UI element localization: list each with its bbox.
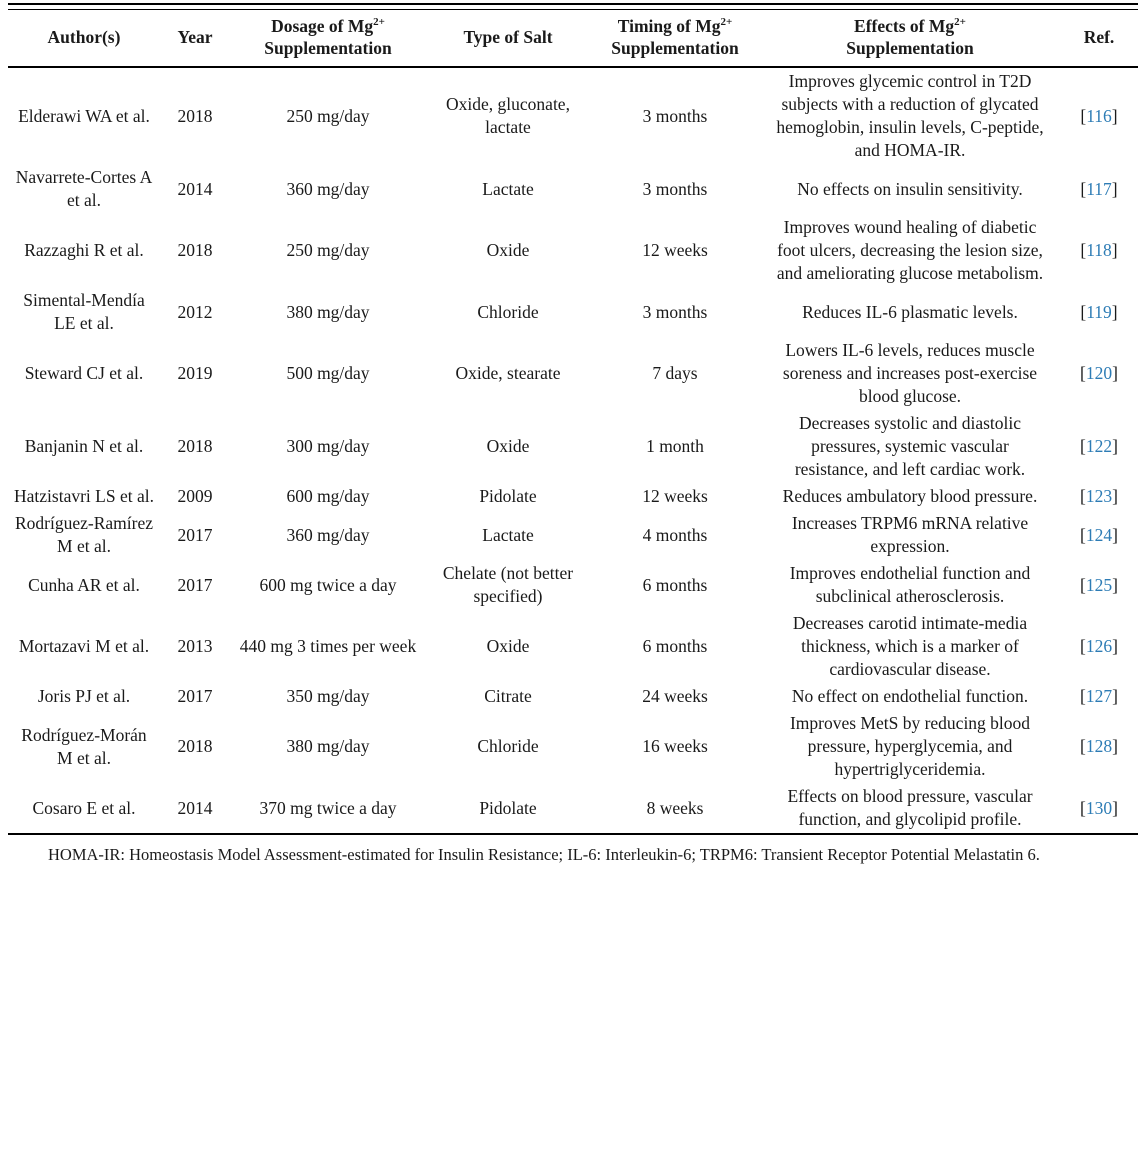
ref-cell: [127] bbox=[1080, 686, 1118, 706]
timing-cell: 24 weeks bbox=[642, 686, 708, 706]
dosage-cell: 370 mg twice a day bbox=[230, 783, 426, 834]
ref-cell: [124] bbox=[1080, 524, 1118, 545]
year-cell: 2019 bbox=[177, 363, 213, 383]
column-header-salt: Type of Salt bbox=[426, 10, 590, 67]
ref-link[interactable]: 122 bbox=[1085, 436, 1113, 456]
table-header-row bbox=[8, 10, 1138, 67]
superscript: 2+ bbox=[373, 16, 385, 29]
salt-cell: Pidolate bbox=[479, 486, 537, 506]
year-cell: 2017 bbox=[177, 574, 213, 595]
timing-cell: 8 weeks bbox=[590, 783, 760, 834]
table-body bbox=[8, 67, 1138, 834]
timing-cell: 12 weeks bbox=[642, 240, 708, 260]
salt-cell: Chloride bbox=[477, 301, 539, 322]
study-row bbox=[8, 287, 1138, 337]
authors-cell: Rodríguez-Ramírez M et al. bbox=[14, 513, 153, 556]
study-row bbox=[8, 710, 1138, 783]
authors-cell: Navarrete-Cortes A et al. bbox=[15, 167, 153, 210]
dosage-cell: 300 mg/day bbox=[286, 436, 370, 456]
column-header-ref: Ref. bbox=[1060, 10, 1138, 67]
ref-link[interactable]: 120 bbox=[1085, 363, 1113, 383]
column-header-timing: Timing of $Mg^{2+}$ Supplementation bbox=[590, 10, 760, 67]
dosage-cell: 380 mg/day bbox=[286, 736, 370, 756]
ref-cell: [125] bbox=[1080, 574, 1118, 595]
effects-cell: Lowers IL-6 levels, reduces muscle soreness and increases post-exercise blood glucose. bbox=[782, 340, 1038, 406]
timing-cell: 7 days bbox=[652, 363, 698, 383]
superscript: 2+ bbox=[720, 16, 733, 29]
authors-cell: Cosaro E et al. bbox=[8, 783, 160, 834]
effects-cell: Decreases systolic and diastolic pressures, systemic vascular resistance, and left cardiac work. bbox=[794, 413, 1026, 479]
dosage-cell: 600 mg twice a day bbox=[259, 574, 397, 595]
ref-link[interactable]: 118 bbox=[1086, 240, 1112, 260]
study-row bbox=[8, 783, 1138, 834]
authors-cell: Cunha AR et al. bbox=[28, 574, 140, 595]
table-top-rule-outer bbox=[8, 3, 1138, 5]
authors-cell: Elderawi WA et al. bbox=[18, 105, 150, 126]
ref-link[interactable]: 127 bbox=[1085, 686, 1113, 706]
ref-link[interactable]: 116 bbox=[1086, 105, 1112, 126]
effects-cell: No effects on insulin sensitivity. bbox=[797, 178, 1023, 199]
salt-cell: Chloride bbox=[477, 736, 539, 756]
salt-cell: Oxide, stearate bbox=[455, 363, 561, 383]
effects-cell: Reduces ambulatory blood pressure. bbox=[782, 486, 1038, 506]
authors-cell: Rodríguez-Morán M et al. bbox=[21, 724, 147, 768]
salt-cell: Oxide, gluconate, lactate bbox=[446, 94, 570, 137]
dosage-cell: 250 mg/day bbox=[286, 240, 370, 260]
effects-cell: Increases TRPM6 mRNA relative expression. bbox=[791, 513, 1029, 556]
ref-link[interactable]: 130 bbox=[1085, 797, 1113, 818]
authors-cell: Simental-Mendía LE et al. bbox=[23, 290, 145, 333]
ref-cell: [116] bbox=[1080, 105, 1118, 126]
salt-cell: Oxide bbox=[486, 436, 530, 456]
year-cell: 2014 bbox=[160, 783, 230, 834]
salt-cell: Oxide bbox=[486, 636, 530, 656]
study-row bbox=[8, 610, 1138, 683]
mg-supplementation-studies-table bbox=[8, 10, 1138, 835]
timing-cell: 3 months bbox=[642, 178, 708, 199]
study-row bbox=[8, 510, 1138, 560]
dosage-cell: 600 mg/day bbox=[286, 486, 370, 506]
ref-cell: [119] bbox=[1080, 301, 1118, 322]
study-row bbox=[8, 164, 1138, 214]
effects-cell: Improves wound healing of diabetic foot ulcers, decreasing the lesion size, and ameliorating glucose metabolism. bbox=[776, 217, 1044, 283]
ref-cell: [130] bbox=[1060, 783, 1138, 834]
authors-cell: Steward CJ et al. bbox=[24, 363, 144, 383]
ref-link[interactable]: 119 bbox=[1086, 301, 1112, 322]
ref-cell: [118] bbox=[1080, 240, 1118, 260]
ref-link[interactable]: 128 bbox=[1085, 736, 1113, 756]
year-cell: 2017 bbox=[177, 686, 213, 706]
authors-cell: Razzaghi R et al. bbox=[24, 240, 144, 260]
ref-cell: [126] bbox=[1080, 636, 1118, 656]
ref-cell: [128] bbox=[1080, 736, 1118, 756]
table-footnote: HOMA-IR: Homeostasis Model Assessment-estimated for Insulin Resistance; IL-6: Interleukin-6; TRPM6: Transient Receptor Potential Melastatin 6. bbox=[48, 845, 1040, 864]
ref-cell: [122] bbox=[1080, 436, 1118, 456]
study-row bbox=[8, 410, 1138, 483]
ref-cell: [117] bbox=[1080, 178, 1118, 199]
year-cell: 2018 bbox=[177, 240, 213, 260]
ref-cell: [123] bbox=[1080, 486, 1118, 506]
dosage-cell: 500 mg/day bbox=[286, 363, 370, 383]
year-cell: 2018 bbox=[177, 105, 213, 126]
study-row bbox=[8, 560, 1138, 610]
column-header-authors: Author(s) bbox=[8, 10, 160, 67]
authors-cell: Banjanin N et al. bbox=[24, 436, 144, 456]
timing-cell: 3 months bbox=[642, 105, 708, 126]
column-header-effects: Effects of $Mg^{2+}$ Supplementation bbox=[760, 10, 1060, 67]
effects-cell: Decreases carotid intimate-media thickness, which is a marker of cardiovascular disease. bbox=[792, 613, 1028, 679]
salt-cell: Pidolate bbox=[426, 783, 590, 834]
ref-link[interactable]: 125 bbox=[1085, 574, 1113, 595]
ref-link[interactable]: 123 bbox=[1085, 486, 1113, 506]
study-row bbox=[8, 483, 1138, 510]
superscript: 2+ bbox=[954, 16, 966, 29]
salt-cell: Lactate bbox=[482, 524, 534, 545]
salt-cell: Lactate bbox=[482, 178, 534, 199]
timing-cell: 3 months bbox=[642, 301, 708, 322]
year-cell: 2018 bbox=[177, 736, 213, 756]
salt-cell: Citrate bbox=[484, 686, 532, 706]
dosage-cell: 250 mg/day bbox=[286, 105, 370, 126]
year-cell: 2017 bbox=[177, 524, 213, 545]
dosage-cell: 440 mg 3 times per week bbox=[239, 636, 417, 656]
ref-cell: [120] bbox=[1080, 363, 1118, 383]
effects-cell: Improves glycemic control in T2D subjects with a reduction of glycated hemoglobin, insulin levels, C-peptide, and HOMA-IR. bbox=[776, 71, 1044, 160]
effects-cell: Improves MetS by reducing blood pressure, hyperglycemia, and hypertriglyceridemia. bbox=[789, 713, 1031, 779]
dosage-cell: 360 mg/day bbox=[286, 178, 370, 199]
year-cell: 2013 bbox=[177, 636, 213, 656]
authors-cell: Hatzistavri LS et al. bbox=[14, 486, 154, 506]
dosage-cell: 380 mg/day bbox=[286, 301, 370, 322]
effects-cell: Effects on blood pressure, vascular function, and glycolipid profile. bbox=[760, 783, 1060, 834]
authors-cell: Mortazavi M et al. bbox=[18, 636, 150, 656]
dosage-cell: 360 mg/day bbox=[286, 524, 370, 545]
column-header-year: Year bbox=[160, 10, 230, 67]
year-cell: 2018 bbox=[177, 436, 213, 456]
year-cell: 2014 bbox=[177, 178, 213, 199]
year-cell: 2012 bbox=[177, 301, 213, 322]
effects-cell: Reduces IL-6 plasmatic levels. bbox=[802, 301, 1018, 322]
timing-cell: 6 months bbox=[642, 574, 708, 595]
timing-cell: 6 months bbox=[642, 636, 708, 656]
timing-cell: 16 weeks bbox=[642, 736, 708, 756]
study-row bbox=[8, 683, 1138, 710]
study-row bbox=[8, 337, 1138, 410]
ref-link[interactable]: 117 bbox=[1086, 178, 1112, 199]
effects-cell: Improves endothelial function and subclinical atherosclerosis. bbox=[789, 563, 1031, 606]
authors-cell: Joris PJ et al. bbox=[37, 686, 131, 706]
study-row bbox=[8, 214, 1138, 287]
study-row bbox=[8, 67, 1138, 164]
year-cell: 2009 bbox=[177, 486, 213, 506]
salt-cell: Oxide bbox=[486, 240, 530, 260]
timing-cell: 1 month bbox=[646, 436, 704, 456]
salt-cell: Chelate (not better specified) bbox=[442, 563, 574, 606]
column-header-dosage: Dosage of $Mg^{2+}$ Supplementation bbox=[230, 10, 426, 67]
ref-link[interactable]: 124 bbox=[1085, 524, 1113, 545]
ref-link[interactable]: 126 bbox=[1085, 636, 1113, 656]
effects-cell: No effect on endothelial function. bbox=[791, 686, 1029, 706]
timing-cell: 4 months bbox=[642, 524, 708, 545]
timing-cell: 12 weeks bbox=[642, 486, 708, 506]
dosage-cell: 350 mg/day bbox=[286, 686, 370, 706]
